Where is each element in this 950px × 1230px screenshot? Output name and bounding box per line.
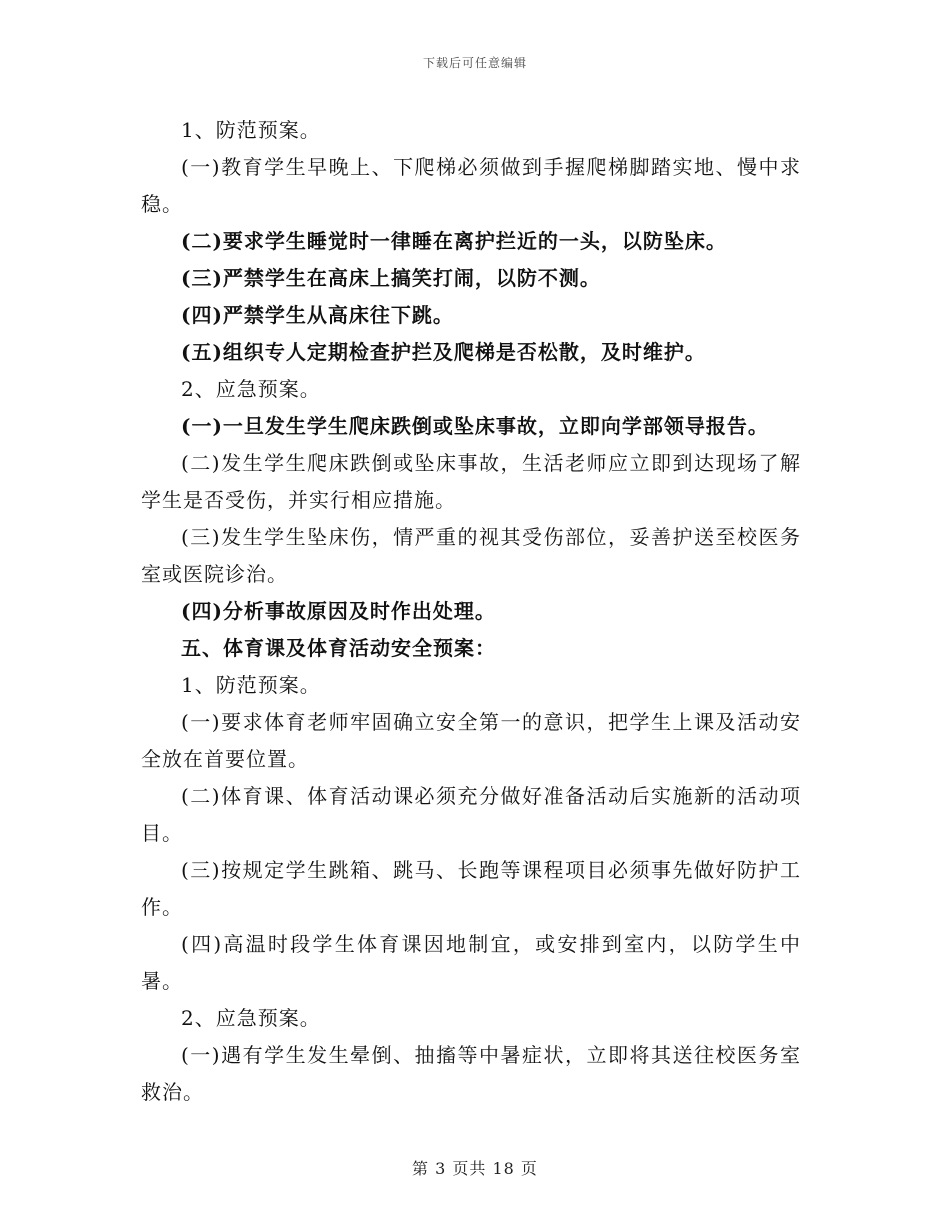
paragraph-15: (二)体育课、体育活动课必须充分做好准备活动后实施新的活动项目。 bbox=[141, 784, 801, 845]
paragraph-13: 1、防范预案。 bbox=[181, 673, 321, 697]
paragraph-4: (三)严禁学生在高床上搞笑打闹，以防不测。 bbox=[181, 266, 601, 290]
paragraph-8: (一)一旦发生学生爬床跌倒或坠床事故，立即向学部领导报告。 bbox=[181, 414, 769, 438]
paragraph-5: (四)严禁学生从高床往下跳。 bbox=[181, 303, 454, 327]
document-body bbox=[141, 112, 801, 1111]
paragraph-9: (二)发生学生爬床跌倒或坠床事故，生活老师应立即到达现场了解学生是否受伤，并实行相应措施。 bbox=[141, 451, 801, 512]
paragraph-1: 1、防范预案。 bbox=[181, 118, 321, 142]
paragraph-10: (三)发生学生坠床伤，情严重的视其受伤部位，妥善护送至校医务室或医院诊治。 bbox=[141, 525, 801, 586]
paragraph-19: (一)遇有学生发生晕倒、抽搐等中暑症状，立即将其送往校医务室救治。 bbox=[141, 1043, 801, 1104]
page-footer: 第 3 页共 18 页 bbox=[412, 1159, 538, 1178]
paragraph-11: (四)分析事故原因及时作出处理。 bbox=[181, 599, 496, 623]
page-header: 下载后可任意编辑 bbox=[422, 56, 527, 70]
paragraph-2: (一)教育学生早晚上、下爬梯必须做到手握爬梯脚踏实地、慢中求稳。 bbox=[141, 155, 801, 216]
section-heading: 五、体育课及体育活动安全预案： bbox=[181, 636, 496, 660]
paragraph-18: 2、应急预案。 bbox=[181, 1006, 321, 1030]
paragraph-14: (一)要求体育老师牢固确立安全第一的意识，把学生上课及活动安全放在首要位置。 bbox=[141, 710, 801, 771]
paragraph-7: 2、应急预案。 bbox=[181, 377, 321, 401]
paragraph-6: (五)组织专人定期检查护拦及爬梯是否松散，及时维护。 bbox=[181, 340, 706, 364]
paragraph-3: (二)要求学生睡觉时一律睡在离护拦近的一头，以防坠床。 bbox=[181, 229, 727, 253]
paragraph-17: (四)高温时段学生体育课因地制宜，或安排到室内，以防学生中暑。 bbox=[141, 932, 801, 993]
paragraph-16: (三)按规定学生跳箱、跳马、长跑等课程项目必须事先做好防护工作。 bbox=[141, 858, 801, 919]
